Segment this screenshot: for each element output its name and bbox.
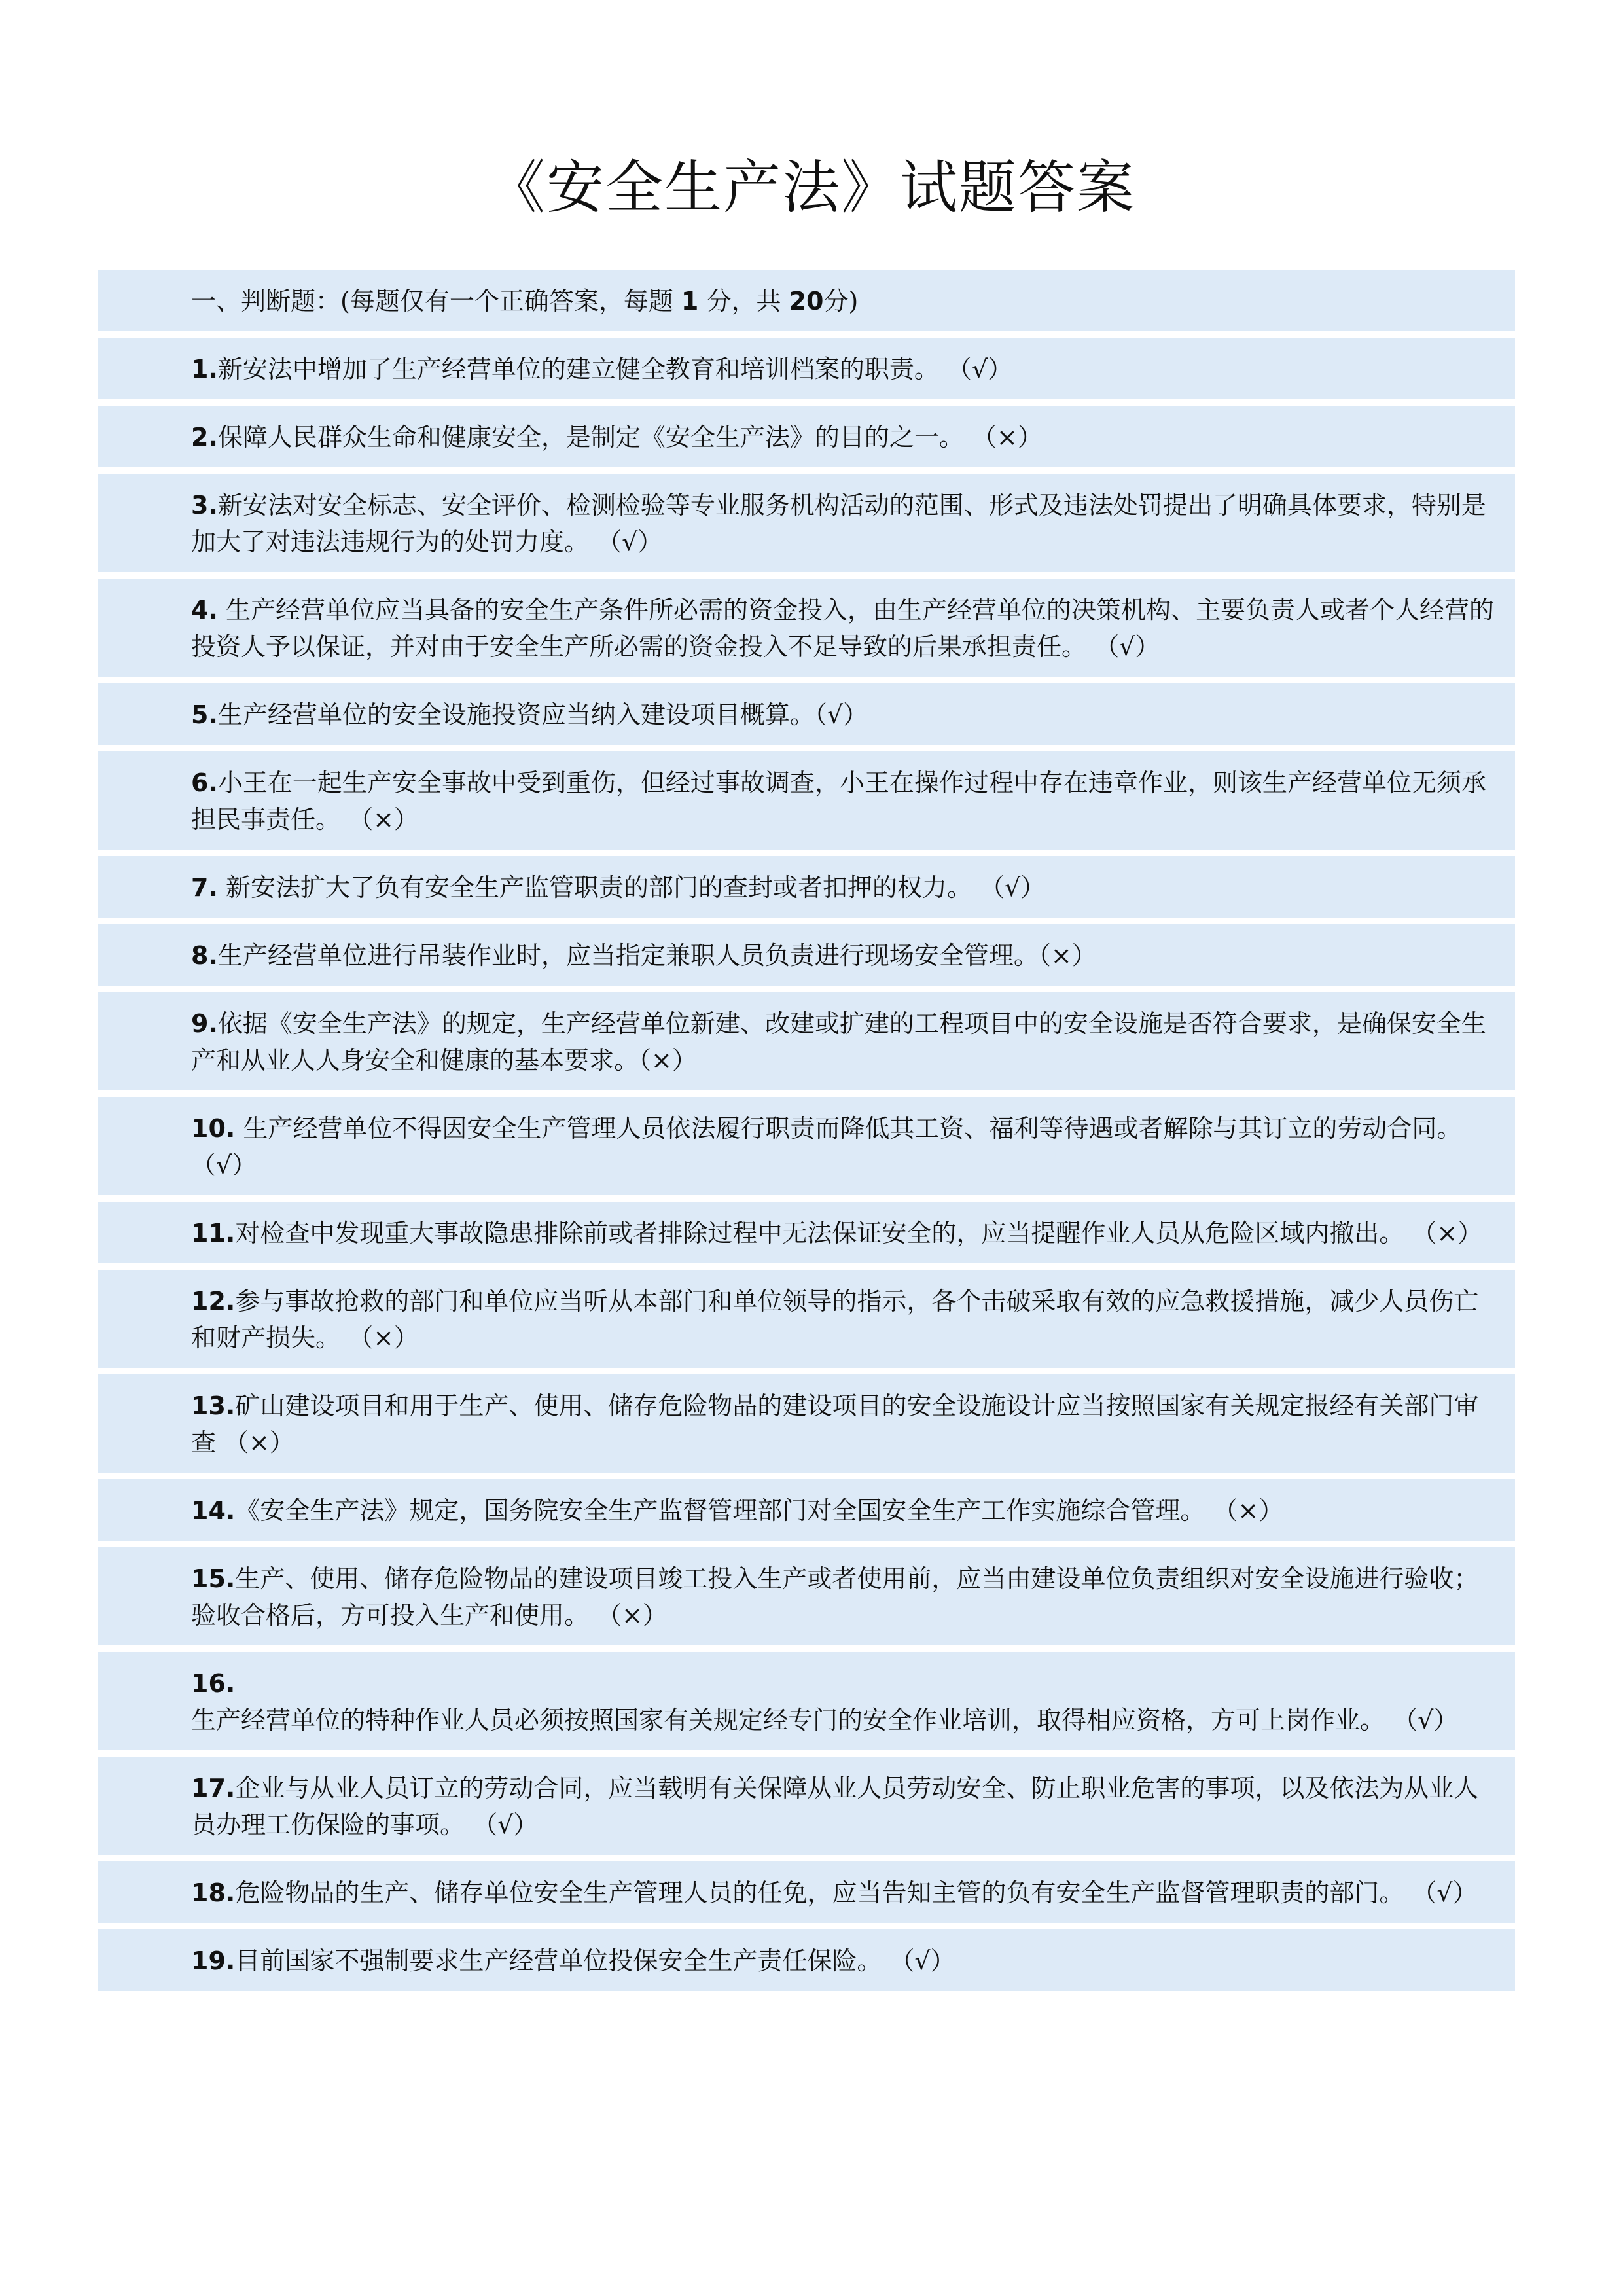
question-text: 新安法对安全标志、安全评价、检测检验等专业服务机构活动的范围、形式及违法处罚提出了明确具体要求，特别是加大了对违法违规行为的处罚力度。 （√） bbox=[191, 491, 1486, 556]
section-points-per-question: 1 bbox=[681, 287, 699, 315]
question-item-7 bbox=[98, 856, 1515, 918]
question-number: 5. bbox=[191, 700, 218, 729]
question-text: 目前国家不强制要求生产经营单位投保安全生产责任保险。 （√） bbox=[235, 1946, 955, 1975]
question-item-9 bbox=[98, 992, 1515, 1090]
question-number: 1. bbox=[191, 355, 218, 384]
question-text: 小王在一起生产安全事故中受到重伤，但经过事故调查，小王在操作过程中存在违章作业，则该生产经营单位无须承担民事责任。 （×） bbox=[191, 768, 1486, 834]
question-text: 矿山建设项目和用于生产、使用、储存危险物品的建设项目的安全设施设计应当按照国家有关规定报经有关部门审查 （×） bbox=[191, 1391, 1479, 1457]
question-item-1 bbox=[98, 338, 1515, 399]
question-text: 新安法扩大了负有安全生产监管职责的部门的查封或者扣押的权力。 （√） bbox=[217, 873, 1046, 902]
question-number: 14. bbox=[191, 1496, 236, 1525]
question-text: 生产经营单位不得因安全生产管理人员依法履行职责而降低其工资、福利等待遇或者解除与其订立的劳动合同。 （√） bbox=[191, 1114, 1462, 1179]
question-number: 2. bbox=[191, 423, 218, 452]
question-text: 生产经营单位的安全设施投资应当纳入建设项目概算。（√） bbox=[217, 700, 868, 729]
question-text: 企业与从业人员订立的劳动合同，应当载明有关保障从业人员劳动安全、防止职业危害的事项，以及依法为从业人员办理工伤保险的事项。 （√） bbox=[191, 1774, 1479, 1839]
question-number: 18. bbox=[191, 1878, 236, 1907]
question-item-18 bbox=[98, 1861, 1515, 1923]
section-heading-mid: 分，共 bbox=[706, 287, 781, 315]
section-total-points: 20 bbox=[789, 287, 824, 315]
question-item-19 bbox=[98, 1929, 1515, 1991]
question-number: 12. bbox=[191, 1287, 236, 1316]
section-heading-post: 分) bbox=[823, 287, 859, 315]
question-text: 生产经营单位的特种作业人员必须按照国家有关规定经专门的安全作业培训，取得相应资格，方可上岗作业。 （√） bbox=[191, 1706, 1459, 1734]
question-item-16 bbox=[98, 1652, 1515, 1750]
question-text: 对检查中发现重大事故隐患排除前或者排除过程中无法保证安全的，应当提醒作业人员从危险区域内撤出。 （×） bbox=[235, 1219, 1483, 1247]
question-number: 17. bbox=[191, 1774, 236, 1803]
section-heading bbox=[98, 270, 1515, 331]
question-text: 生产、使用、储存危险物品的建设项目竣工投入生产或者使用前，应当由建设单位负责组织对安全设施进行验收；验收合格后，方可投入生产和使用。 （×） bbox=[191, 1564, 1479, 1630]
section-heading-pre: 一、判断题：(每题仅有一个正确答案，每题 bbox=[191, 287, 673, 315]
question-item-17 bbox=[98, 1757, 1515, 1855]
question-item-12 bbox=[98, 1270, 1515, 1368]
question-item-5 bbox=[98, 683, 1515, 745]
question-text: 《安全生产法》规定，国务院安全生产监督管理部门对全国安全生产工作实施综合管理。 （×） bbox=[235, 1496, 1284, 1525]
question-item-11 bbox=[98, 1202, 1515, 1263]
question-text: 生产经营单位应当具备的安全生产条件所必需的资金投入，由生产经营单位的决策机构、主要负责人或者个人经营的投资人予以保证，并对由于安全生产所必需的资金投入不足导致的后果承担责任。 （√） bbox=[191, 596, 1494, 661]
question-list bbox=[98, 270, 1515, 1998]
question-number: 3. bbox=[191, 491, 218, 520]
question-item-13 bbox=[98, 1374, 1515, 1473]
question-text: 保障人民群众生命和健康安全，是制定《安全生产法》的目的之一。 （×） bbox=[217, 423, 1043, 452]
question-item-8 bbox=[98, 924, 1515, 986]
question-item-14 bbox=[98, 1479, 1515, 1541]
question-item-4 bbox=[98, 579, 1515, 677]
question-text: 参与事故抢救的部门和单位应当听从本部门和单位领导的指示，各个击破采取有效的应急救援措施，减少人员伤亡和财产损失。 （×） bbox=[191, 1287, 1479, 1352]
question-item-2 bbox=[98, 406, 1515, 467]
question-number: 15. bbox=[191, 1564, 236, 1593]
question-item-10 bbox=[98, 1097, 1515, 1195]
question-number: 8. bbox=[191, 941, 218, 970]
question-number: 16. bbox=[191, 1669, 236, 1698]
question-text: 生产经营单位进行吊装作业时，应当指定兼职人员负责进行现场安全管理。（×） bbox=[217, 941, 1097, 970]
question-item-3 bbox=[98, 474, 1515, 572]
question-text: 依据《安全生产法》的规定，生产经营单位新建、改建或扩建的工程项目中的安全设施是否符合要求，是确保安全生产和从业人人身安全和健康的基本要求。（×） bbox=[191, 1009, 1486, 1075]
question-number: 11. bbox=[191, 1219, 236, 1247]
page-title: 《安全生产法》试题答案 bbox=[487, 154, 1135, 221]
question-item-6 bbox=[98, 751, 1515, 850]
question-item-15 bbox=[98, 1547, 1515, 1645]
question-number: 19. bbox=[191, 1946, 236, 1975]
question-text: 危险物品的生产、储存单位安全生产管理人员的任免，应当告知主管的负有安全生产监督管理职责的部门。 （√） bbox=[235, 1878, 1478, 1907]
question-number: 9. bbox=[191, 1009, 218, 1038]
question-text: 新安法中增加了生产经营单位的建立健全教育和培训档案的职责。 （√） bbox=[217, 355, 1013, 384]
question-number: 6. bbox=[191, 768, 218, 797]
question-number: 7. bbox=[191, 873, 218, 902]
question-number: 4. bbox=[191, 596, 218, 624]
question-number: 10. bbox=[191, 1114, 236, 1143]
question-number: 13. bbox=[191, 1391, 236, 1420]
